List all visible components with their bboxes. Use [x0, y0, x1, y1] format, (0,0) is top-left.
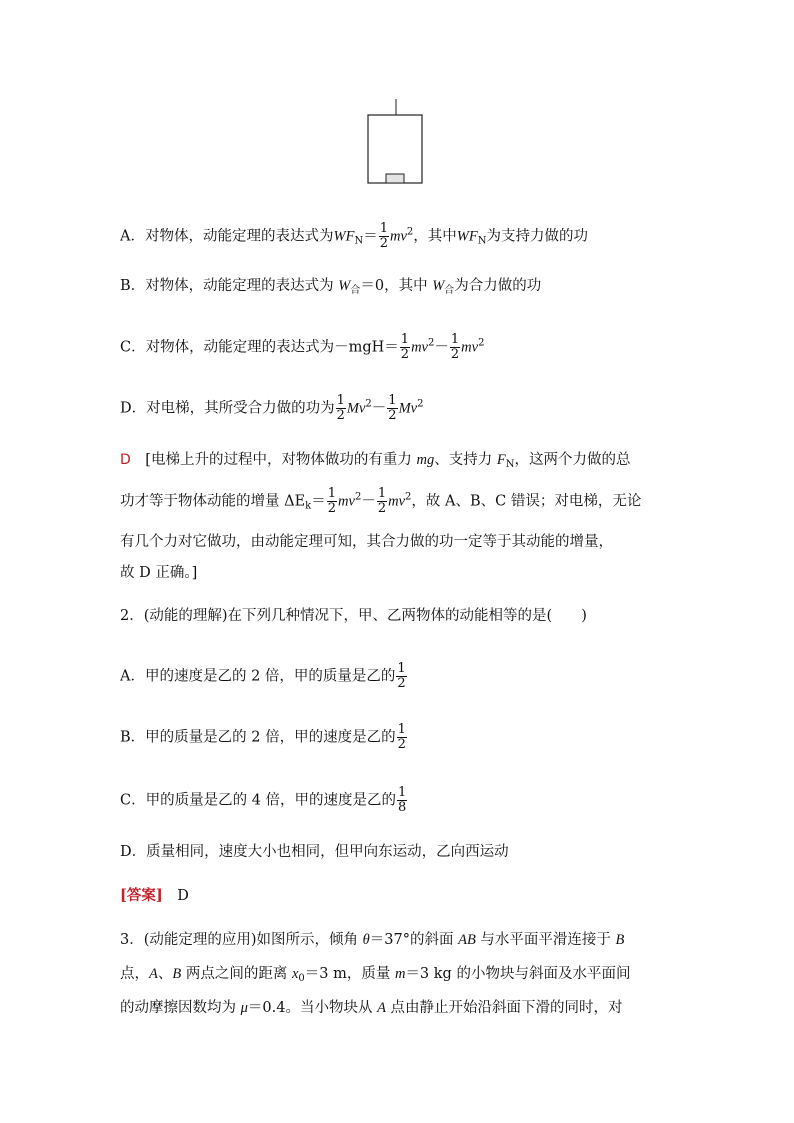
q1-option-c: C．对物体，动能定理的表达式为－mgH＝ $\frac{1}{2}$ $mv^2-$ $\frac{1}{2}$ $mv^2$: [120, 332, 485, 362]
fraction: $\frac{1}{2}$: [379, 221, 388, 251]
elevator-box: [368, 115, 422, 183]
q1-explanation-line1: D [电梯上升的过程中，对物体做功的有重力 mg、支持力 $F_N$，这两个力做的总: [120, 452, 631, 470]
q1-explanation-line4: 故 D 正确。]: [120, 565, 198, 581]
fraction: $\frac{1}{2}$: [388, 393, 397, 423]
fraction: $\frac{1}{2}$: [397, 661, 406, 691]
fraction: $\frac{1}{2}$: [450, 332, 460, 362]
q1-option-b: B．对物体，动能定理的表达式为 $W_合=0$，其中 $W_合$为合力做的功: [120, 278, 542, 296]
q1-explanation-line2: 功才等于物体动能的增量 $\Delta E_k=$ $\frac{1}{2}$ $mv^2-$ $\frac{1}{2}$ $mv^2$，故 A、B、C 错误；对电梯，无论: [120, 486, 642, 516]
fraction: $\frac{1}{2}$: [400, 332, 410, 362]
q1-option-d: D．对电梯，其所受合力做的功为 $\frac{1}{2}$ $Mv^2-$ $\frac{1}{2}$ Mv$^2$: [120, 393, 424, 423]
fraction: $\frac{1}{2}$: [377, 486, 387, 516]
fraction: $\frac{1}{2}$: [336, 393, 345, 423]
q2-option-a: A．甲的速度是乙的 2 倍，甲的质量是乙的 $\frac{1}{2}$: [120, 661, 406, 691]
answer-letter: D: [120, 452, 131, 468]
q1-explanation-line3: 有几个力对它做功，由动能定理可知，其合力做的功一定等于其动能的增量，: [120, 534, 613, 550]
q3-line2: 点，A、B 两点之间的距离 $x_0=3$ m，质量 m＝3 kg 的小物块与斜面及水平面间: [120, 966, 631, 984]
q3-line1: 3．(动能定理的应用)如图所示，倾角 θ＝37°的斜面 AB 与水平面平滑连接于 B: [120, 932, 625, 948]
q3-line3: 的动摩擦因数均为 μ＝0.4。当小物块从 A 点由静止开始沿斜面下滑的同时，对: [120, 1000, 623, 1016]
q2-option-d: D．质量相同，速度大小也相同，但甲向东运动，乙向西运动: [120, 844, 509, 860]
q2-answer: [答案] D: [120, 887, 189, 904]
fraction: $\frac{1}{2}$: [397, 722, 406, 752]
q2-option-c: C．甲的质量是乙的 4 倍，甲的速度是乙的 $\frac{1}{8}$: [120, 785, 407, 815]
fraction: $\frac{1}{2}$: [327, 486, 337, 516]
answer-tag: [答案]: [120, 887, 163, 904]
q2-option-b: B．甲的质量是乙的 2 倍，甲的速度是乙的 $\frac{1}{2}$: [120, 722, 406, 752]
q1-option-a: A．对物体，动能定理的表达式为$WF_N=$ $\frac{1}{2}$ $mv^2$，其中$WF_N$为支持力做的功: [120, 221, 588, 251]
q2-stem: 2．(动能的理解)在下列几种情况下，甲、乙两物体的动能相等的是( ): [120, 608, 587, 624]
elevator-figure: [360, 95, 430, 190]
object-block: [386, 174, 404, 183]
fraction: $\frac{1}{8}$: [398, 785, 407, 815]
